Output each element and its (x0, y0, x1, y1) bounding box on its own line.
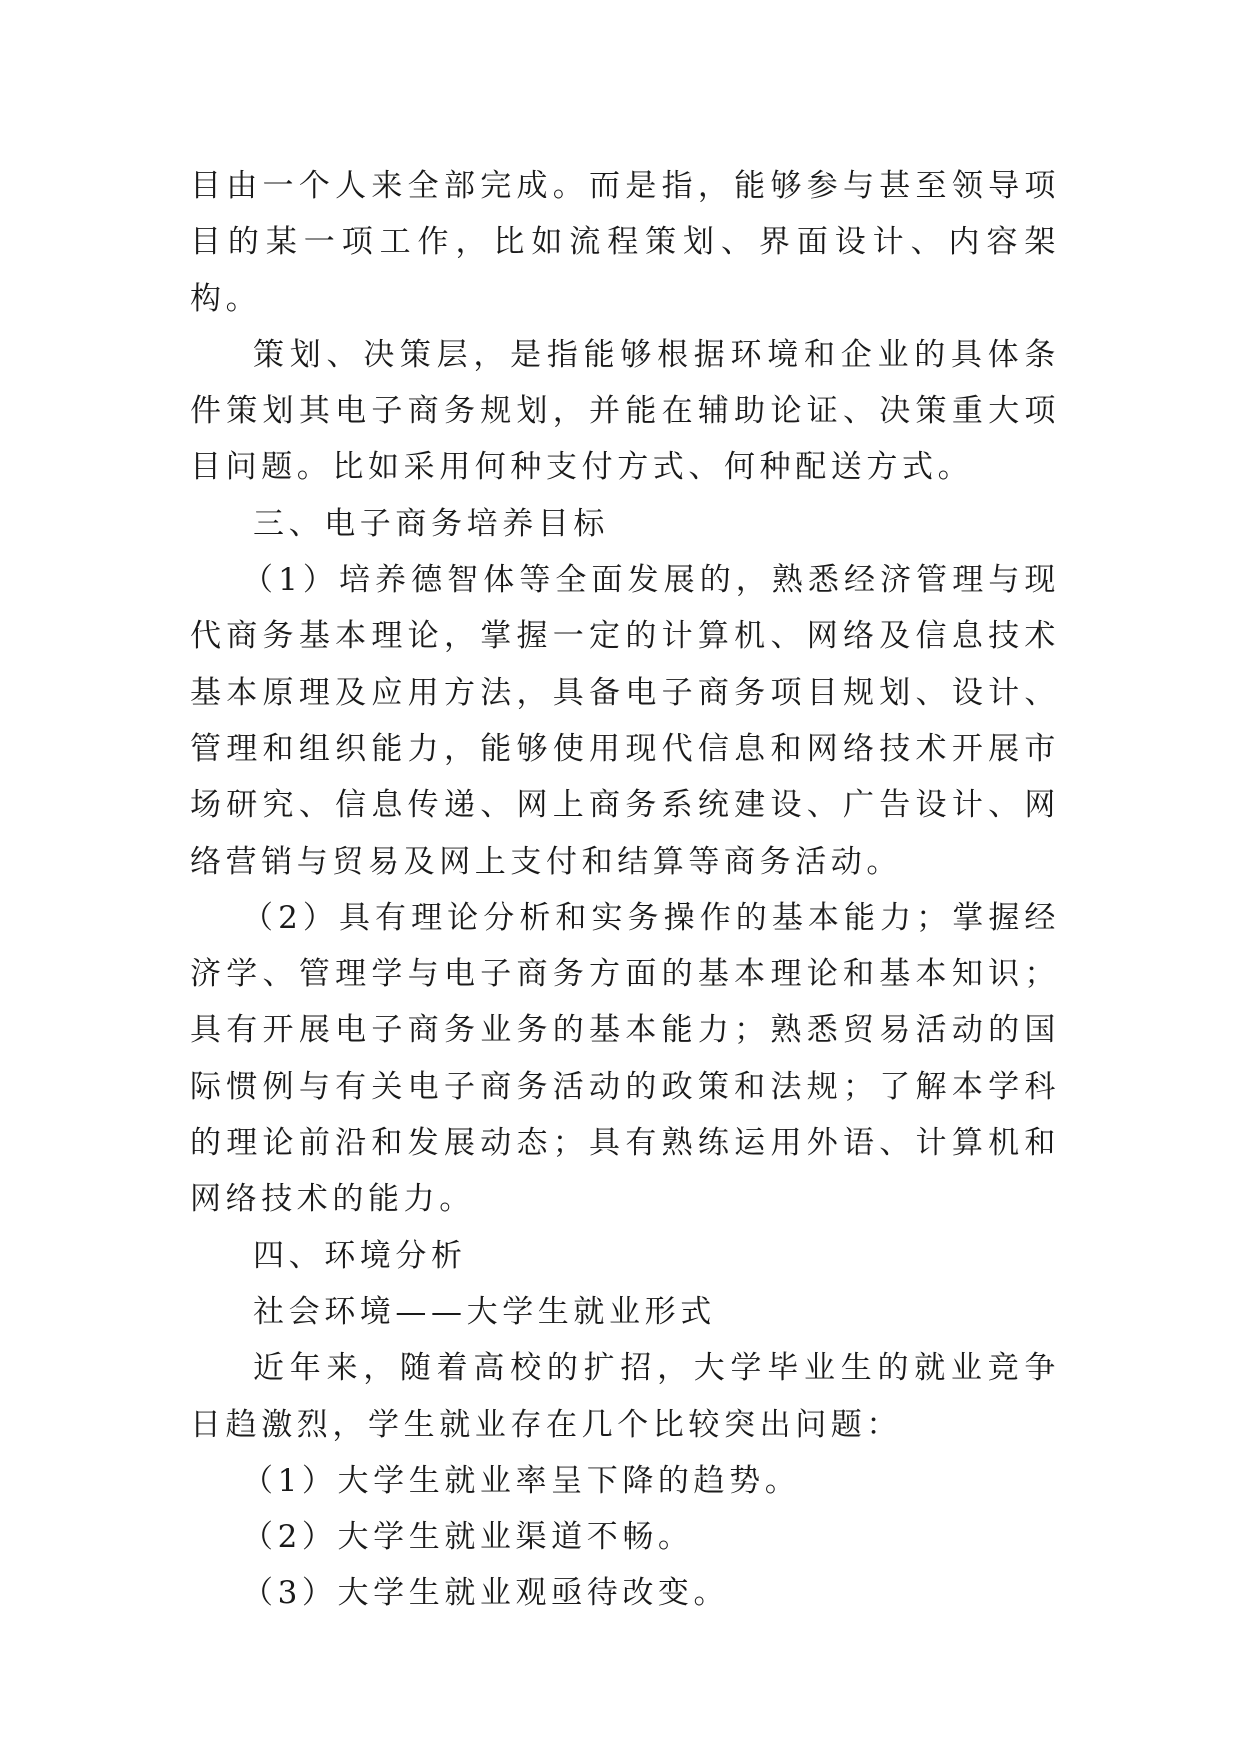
list-item-issue-2: （2）大学生就业渠道不畅。 (242, 1519, 694, 1556)
paragraph-employment-intro: 近年来，随着高校的扩招，大学毕业生的就业竞争日趋激烈，学生就业存在几个比较突出问题： (190, 1350, 1060, 1443)
document-page (190, 158, 1060, 1622)
list-item-issue-3: （3）大学生就业观亟待改变。 (242, 1575, 730, 1612)
list-item-goal-1: （1）培养德智体等全面发展的，熟悉经济管理与现代商务基本理论，掌握一定的计算机、网络及信息技术基本原理及应用方法，具备电子商务项目规划、设计、管理和组织能力，能够使用现代信息和网络技术开展市场研究、信息传递、网上商务系统建设、广告设计、网络营销与贸易及网上支付和结算等商务活动。 (190, 562, 1060, 880)
list-item-issue-1: （1）大学生就业率呈下降的趋势。 (242, 1462, 801, 1499)
paragraph-continuation: 目由一个人来全部完成。而是指，能够参与甚至领导项目的某一项工作，比如流程策划、界面设计、内容架构。 (190, 168, 1060, 317)
subheading-social-environment: 社会环境——大学生就业形式 (253, 1293, 716, 1330)
section-heading-training-goals: 三、电子商务培养目标 (253, 505, 609, 542)
list-item-goal-2: （2）具有理论分析和实务操作的基本能力；掌握经济学、管理学与电子商务方面的基本理论和基本知识；具有开展电子商务业务的基本能力；熟悉贸易活动的国际惯例与有关电子商务活动的政策和法规；了解本学科的理论前沿和发展动态；具有熟练运用外语、计算机和网络技术的能力。 (190, 899, 1060, 1218)
paragraph-planning-layer: 策划、决策层，是指能够根据环境和企业的具体条件策划其电子商务规划，并能在辅助论证、决策重大项目问题。比如采用何种支付方式、何种配送方式。 (190, 336, 1060, 486)
section-heading-environment: 四、环境分析 (253, 1237, 467, 1274)
